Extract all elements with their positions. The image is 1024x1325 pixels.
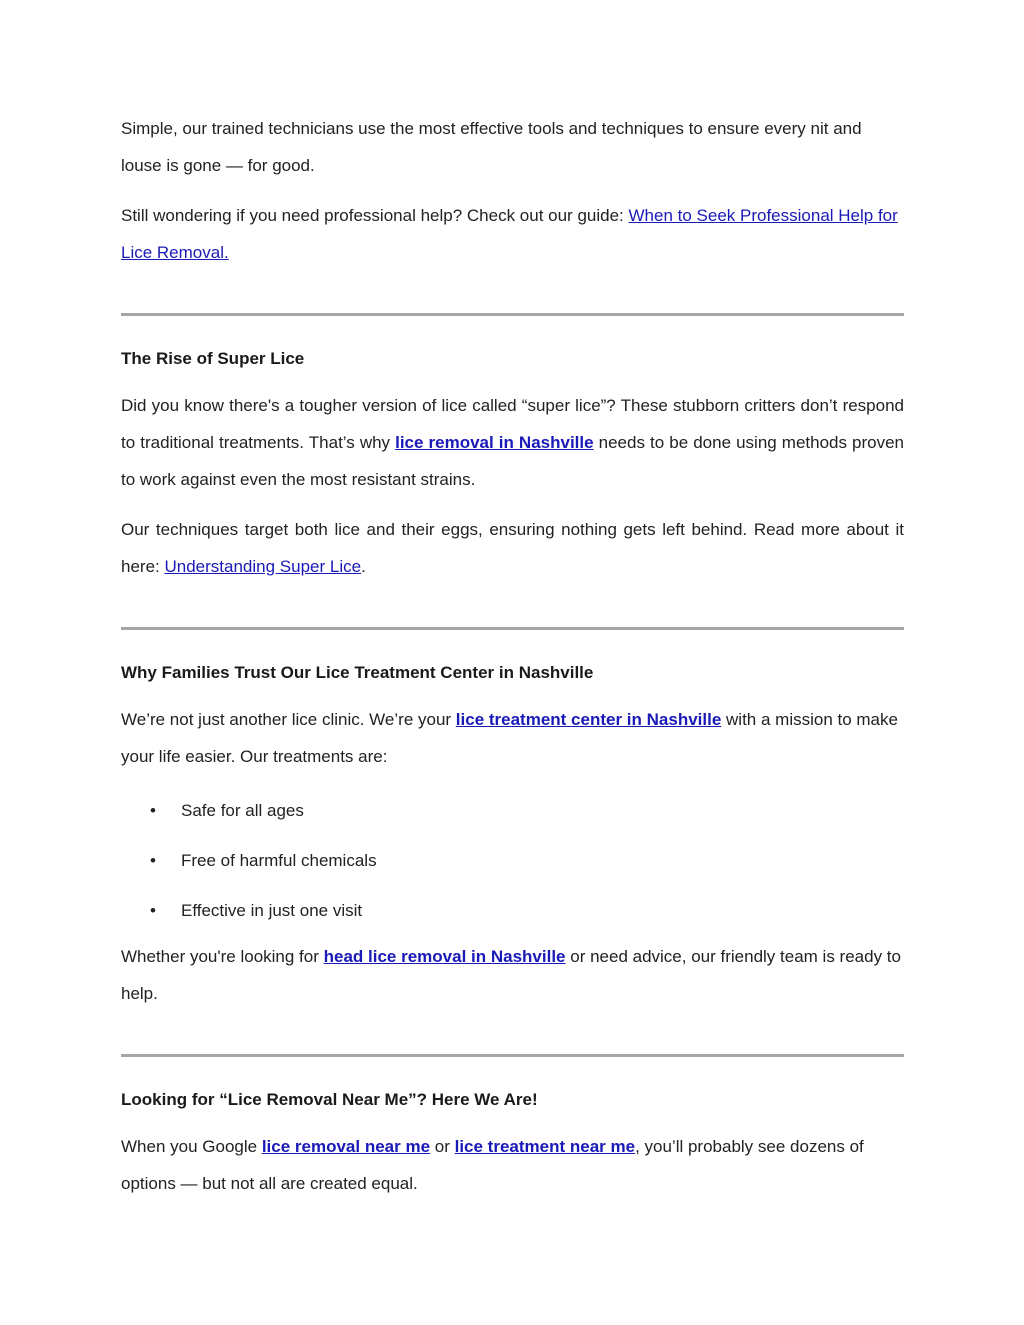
near-me-text-mid: or [430,1137,455,1156]
trust-paragraph-1 [121,701,904,775]
treatments-list [121,792,904,929]
super-lice-text-c: Our techniques target both lice and their eggs, ensuring nothing gets left behind. Read more about it here: [121,520,904,576]
lice-removal-near-me-link[interactable]: lice removal near me [261,1137,431,1156]
trust-text-b: with a mission to make your life easier. Our treatments are: [121,710,898,766]
super-lice-text-b: needs to be done using methods proven to work against even the most resistant strains. [121,433,905,489]
lice-removal-nashville-link[interactable]: lice removal in Nashville [395,433,594,452]
list-item-text: Safe for all ages [181,801,304,820]
super-lice-paragraph-1 [121,387,904,498]
list-item [121,792,904,829]
section-divider [121,1054,904,1057]
near-me-heading: Looking for “Lice Removal Near Me”? Here We Are! [121,1090,538,1109]
intro-paragraph-2-text: Still wondering if you need professional help? Check out our guide: [121,206,629,225]
head-lice-removal-nashville-link[interactable]: head lice removal in Nashville [323,947,566,966]
list-item-text: Effective in just one visit [181,901,363,920]
document-page [121,110,904,1202]
trust-text-d: or need advice, our friendly team is ready to help. [121,947,901,1003]
bullet-icon: • [150,901,156,920]
section-divider [121,627,904,630]
near-me-paragraph [121,1128,904,1202]
super-lice-paragraph-2 [121,511,904,585]
super-lice-text-a: Did you know there's a tougher version of lice called “super lice”? These stubborn critters don’t respond to traditional treatments. That’s why [121,396,904,452]
trust-text-a: We’re not just another lice clinic. We’re your [121,710,456,729]
trust-paragraph-2 [121,938,904,1012]
trust-heading: Why Families Trust Our Lice Treatment Center in Nashville [121,663,594,682]
list-item-text: Free of harmful chemicals [181,851,377,870]
trust-text-c: Whether you're looking for [121,947,324,966]
lice-treatment-near-me-link[interactable]: lice treatment near me [454,1137,636,1156]
near-me-text-a: When you Google [121,1137,262,1156]
bullet-icon: • [150,801,156,820]
super-lice-text-d: . [361,557,366,576]
super-lice-heading: The Rise of Super Lice [121,349,305,368]
intro-paragraph-1: Simple, our trained technicians use the most effective tools and techniques to ensure every nit and louse is gone — for good. [121,119,862,175]
intro-paragraph-2 [121,197,904,271]
understanding-super-lice-link[interactable]: Understanding Super Lice [164,557,362,576]
list-item [121,892,904,929]
near-me-text-b: , you’ll probably see dozens of options — but not all are created equal. [121,1137,864,1193]
guide-link[interactable]: When to Seek Professional Help for Lice Removal. [121,206,898,262]
list-item [121,842,904,879]
bullet-icon: • [150,851,156,870]
section-divider [121,313,904,316]
lice-treatment-center-nashville-link[interactable]: lice treatment center in Nashville [455,710,722,729]
